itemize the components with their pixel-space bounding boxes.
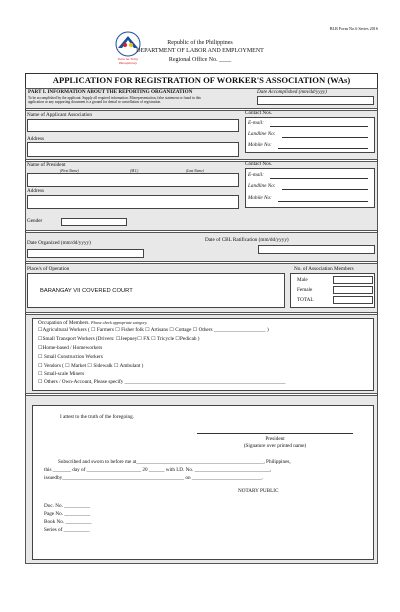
association-name-label: Name of Applicant Association <box>27 112 92 118</box>
occupation-agricultural[interactable]: ☐Agricultural Workers ( ☐ Farmers ☐ Fisher folk ☐ Artisans ☐ Cottage ☐ Others ____________________ ) <box>38 327 269 333</box>
date-cbl-field[interactable] <box>258 245 375 254</box>
female-count-field[interactable] <box>333 286 373 294</box>
occupation-miners[interactable]: ☐ Small-scale Miners <box>38 371 85 377</box>
president-mobile-field[interactable] <box>278 201 368 202</box>
association-mobile-label: Mobile No: <box>248 142 272 148</box>
president-mobile-label: Mobile No: <box>248 195 272 201</box>
association-landline-label: Landline No: <box>248 131 276 137</box>
president-first-name-hint: (First Name) <box>60 169 79 173</box>
sworn-line-2: this _______ day of _____________________ 20 ______ with I.D. No. _____________________________, <box>44 467 272 473</box>
doc-no-label: Doc. No. __________ <box>44 503 91 509</box>
occupation-heading <box>38 320 148 326</box>
occupation-construction[interactable]: ☐ Small Construction Workers <box>38 354 103 360</box>
president-name-field[interactable] <box>27 173 239 187</box>
occupation-home-based[interactable]: ☐Home-based / Homeworkers <box>38 345 103 351</box>
association-address-field[interactable] <box>27 142 239 157</box>
date-organized-label: Date Organized (mm/dd/yyyy) <box>27 240 91 246</box>
date-organized-field[interactable] <box>27 249 144 258</box>
occupation-heading-text: Occupation of Members. <box>38 320 90 326</box>
occupation-vendors[interactable]: ☐ Vendors ( ☐ Market ☐ Sidewalk ☐ Ambulant ) <box>38 363 144 369</box>
page-no-label: Page No. __________ <box>44 511 91 517</box>
association-contact-label: Contact Nos. <box>245 110 273 116</box>
date-accomplished-label: Date Accomplished (mm/dd/yyyy) <box>257 89 327 95</box>
president-landline-field[interactable] <box>282 189 368 190</box>
president-name-label: Name of President <box>27 162 66 168</box>
president-signature-title: President <box>265 436 285 442</box>
members-count-label: No. of Association Members <box>294 266 354 272</box>
association-email-label: E-mail: <box>248 120 264 126</box>
series-label: Series of __________ <box>44 527 90 533</box>
form-code: BLR Form No.6 Series 2016 <box>329 26 378 31</box>
president-address-field[interactable] <box>27 195 239 209</box>
president-signature-line[interactable] <box>197 433 353 434</box>
place-of-operation-value: BARANGAY VII COVERED COURT <box>40 288 133 294</box>
book-no-label: Book No. __________ <box>44 519 92 525</box>
occupation-heading-note: Please check appropriate category. <box>91 320 148 325</box>
form-title: APPLICATION FOR REGISTRATION OF WORKER'S ASSOCIATION (WAs) <box>52 75 351 85</box>
association-email-field[interactable] <box>270 126 368 127</box>
sworn-line-1: Subscribed and sworn to before me at_________________________________________________, Philippines, <box>58 459 291 465</box>
female-label: Female <box>297 287 313 293</box>
president-last-name-hint: (Last Name) <box>186 169 204 173</box>
part1-note-2: application or any supporting document is a ground for denial or cancellation of registration. <box>28 100 162 104</box>
sworn-line-3: issuedby_______________________________________________ on ___________________________. <box>44 475 264 481</box>
total-label: TOTAL <box>297 297 314 303</box>
president-email-field[interactable] <box>270 178 368 179</box>
attest-statement: I attest to the truth of the foregoing. <box>60 414 135 420</box>
part1-note-1: To be accomplished by the applicant. Supply all required information. Misrepresentation, false statement or fraud in this <box>28 96 201 100</box>
male-label: Male <box>297 277 308 283</box>
occupation-others[interactable]: ☐ Others / Own-Account, Please specify ______________________________________________________________ <box>38 379 286 385</box>
svg-text:Hanapbuhay: Hanapbuhay <box>118 61 138 65</box>
attest-box <box>32 405 374 560</box>
occupation-small-transport[interactable]: ☐Small Transport Workers (Drivers: ☐Jeepney☐ FX ☐ Tricycle ☐Pedicab ) <box>38 336 200 342</box>
date-accomplished-field[interactable] <box>257 96 374 105</box>
association-address-label: Address <box>27 136 45 142</box>
president-address-label: Address <box>27 188 45 194</box>
association-landline-field[interactable] <box>282 137 368 138</box>
part1-heading: PART I. INFORMATION ABOUT THE REPORTING ORGANIZATION <box>28 89 193 95</box>
association-mobile-field[interactable] <box>278 148 368 149</box>
gender-field[interactable] <box>61 218 127 226</box>
president-email-label: E-mail: <box>248 172 264 178</box>
svg-text:Para Sa Tuloy: Para Sa Tuloy <box>117 57 139 61</box>
president-contact-label: Contact Nos. <box>245 161 273 167</box>
place-of-operation-label: Place/s of Operation <box>27 266 70 272</box>
header-republic: Republic of the Philippines <box>167 40 233 46</box>
gender-label: Gender <box>27 218 43 224</box>
male-count-field[interactable] <box>333 276 373 284</box>
signature-note: (Signature over printed name) <box>243 443 307 449</box>
association-name-field[interactable] <box>27 119 239 132</box>
header-department: DEPARTMENT OF LABOR AND EMPLOYMENT <box>136 48 264 54</box>
header-regional-office: Regional Office No. ____ <box>168 57 232 63</box>
total-count-field[interactable] <box>333 296 373 304</box>
president-landline-label: Landline No: <box>248 183 276 189</box>
date-cbl-label: Date of CBL Ratification (mm/dd/yyyy) <box>205 237 289 243</box>
notary-public-label: NOTARY PUBLIC <box>238 488 279 494</box>
president-mi-hint: (M.I.) <box>130 169 139 173</box>
